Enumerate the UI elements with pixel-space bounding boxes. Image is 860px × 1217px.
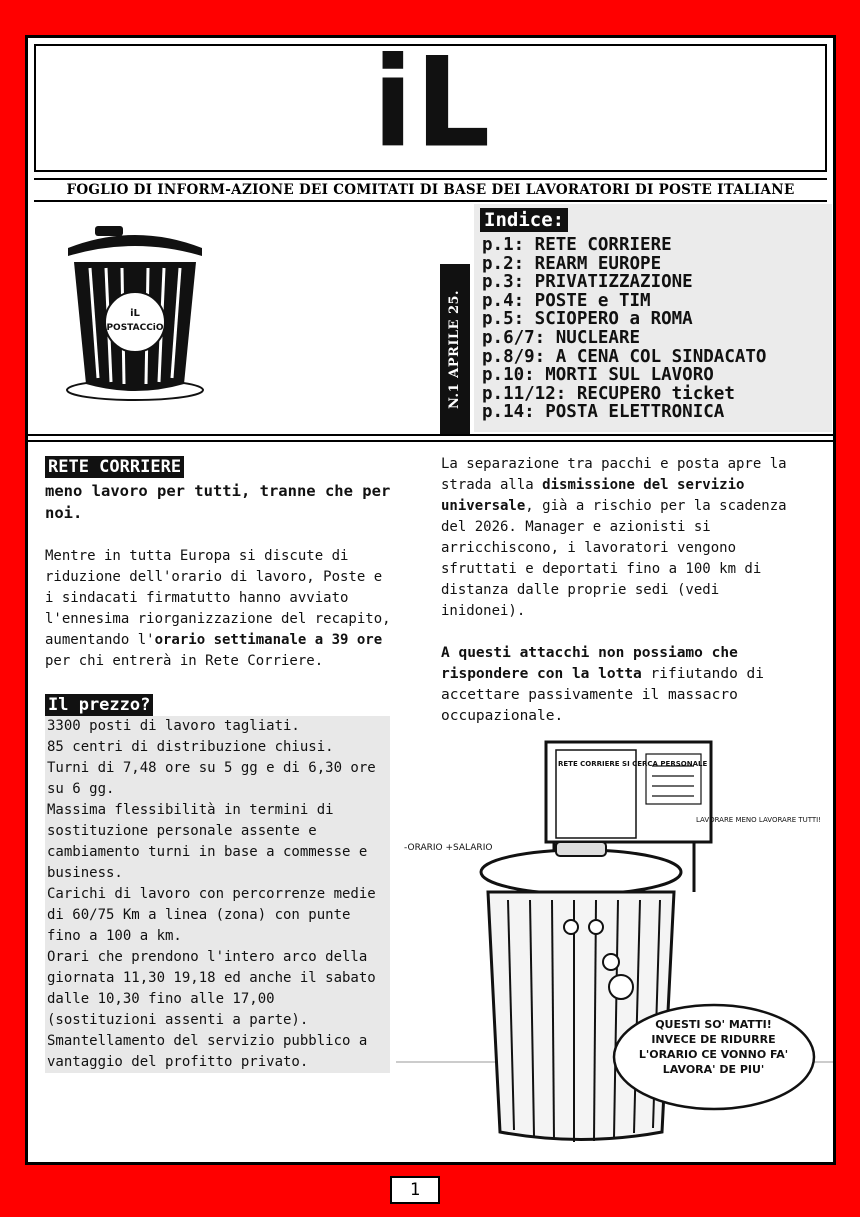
index-item[interactable]: p.8/9: A CENA COL SINDACATO [482, 346, 767, 367]
top-section [28, 204, 833, 436]
issue-label: N.1 APRILE 25. [440, 264, 470, 434]
index-item[interactable]: p.3: PRIVATIZZAZIONE [482, 272, 693, 293]
newspaper-subtitle: FOGLIO DI INFORM-AZIONE DEI COMITATI DI BASE DEI LAVORATORI DI POSTE ITALIANE [34, 178, 827, 202]
article-left-column [45, 456, 395, 1073]
svg-text:RETE CORRIERE SI CERCA PERSONA: RETE CORRIERE SI CERCA PERSONALE [558, 760, 708, 768]
index-item[interactable]: p.2: REARM EUROPE [482, 253, 662, 274]
price-item: 85 centri di distribuzione chiusi. [47, 739, 334, 755]
price-item: Carichi di lavoro con percorrenze medie di 60/75 Km a linea (zona) con punte fino a 100 a km. [47, 886, 376, 944]
price-section [45, 694, 395, 1073]
newspaper-page [25, 35, 836, 1165]
index-box [474, 204, 832, 432]
price-item: 3300 posti di lavoro tagliati. [47, 718, 300, 734]
article-call-to-action: A questi attacchi non possiamo che rispondere con la lotta rifiutando di accettare passivamente il massacro occupazionale. [441, 645, 765, 724]
price-item: Massima flessibilità in termini di sostituzione personale assente e cambiamento turni in base a commesse e business. [47, 802, 368, 881]
logo-text-name: POSTACCiO [106, 323, 164, 333]
index-item[interactable]: p.1: RETE CORRIERE [482, 235, 672, 255]
index-item[interactable]: p.4: POSTE e TIM [482, 290, 651, 311]
price-list [45, 716, 390, 1073]
index-item[interactable]: p.5: SCIOPERO a ROMA [482, 309, 693, 330]
price-heading: Il prezzo? [45, 694, 153, 716]
index-list [482, 236, 766, 422]
price-item: Smantellamento del servizio pubblico a vantaggio del profitto privato. [47, 1033, 368, 1070]
index-item[interactable]: p.14: POSTA ELETTRONICA [482, 402, 725, 423]
article-heading: RETE CORRIERE [45, 456, 184, 478]
cartoon-side-right: LAVORARE MENO LAVORARE TUTTI! [696, 816, 822, 824]
newspaper-title: iL [372, 44, 493, 172]
masthead [34, 44, 827, 172]
cartoon-illustration [396, 732, 833, 1162]
article-right-column [441, 454, 801, 727]
logo-text-il: iL [130, 308, 140, 319]
trash-bin-logo-icon [60, 222, 210, 412]
article-content [28, 440, 833, 1164]
price-item: Orari che prendono l'intero arco della giornata 11,30 19,18 ed anche il sabato dalle 10,30 fino alle 17,00 (sostituzioni assenti a parte). [47, 949, 376, 1028]
article-paragraph: Mentre in tutta Europa si discute di riduzione dell'orario di lavoro, Poste e i sindacati firmatutto hanno avviato l'ennesima riorganizzazione del recapito, aumentando l'orario settimanale a 39 ore per chi entrerà in Rete Corriere. [45, 548, 391, 669]
index-item[interactable]: p.10: MORTI SUL LAVORO [482, 365, 714, 386]
speech-bubble: QUESTI SO' MATTI! INVECE DE RIDURRE L'ORARIO CE VONNO FA' LAVORA' DE PIU' [603, 954, 814, 1109]
index-item[interactable]: p.6/7: NUCLEARE [482, 327, 641, 348]
page-number: 1 [390, 1176, 440, 1204]
index-item[interactable]: p.11/12: RECUPERO ticket [482, 383, 735, 404]
article-paragraph: La separazione tra pacchi e posta apre la strada alla dismissione del servizio universale, già a rischio per la scadenza del 2026. Manager e azionisti si arricchiscono, i lavoratori vengono sfruttati e deportati fino a 100 km di distanza dalle proprie sedi (vedi inidonei). [441, 456, 787, 619]
article-lead: meno lavoro per tutti, tranne che per noi. [45, 482, 391, 522]
index-title: Indice: [480, 208, 568, 232]
price-item: Turni di 7,48 ore su 5 gg e di 6,30 ore su 6 gg. [47, 760, 376, 797]
cartoon-side-left: -ORARIO +SALARIO [404, 843, 493, 853]
